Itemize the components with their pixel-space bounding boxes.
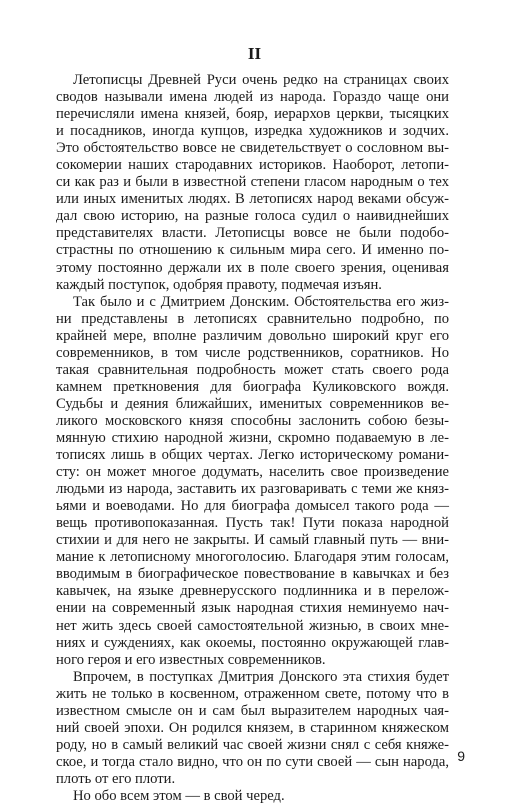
text-line: мание к летописному многоголосию. Благодаря этим голосам, bbox=[56, 549, 449, 566]
text-line: Судьбы и деяния ближайших, именитых современников ве- bbox=[56, 395, 449, 412]
paragraph bbox=[56, 72, 449, 294]
text-line: Так было и с Дмитрием Донским. Обстоятельства его жиз- bbox=[73, 293, 449, 310]
text-line: сту: он может многое додумать, населить свое произведение bbox=[56, 464, 449, 481]
text-line: и посадников, иногда купцов, изредка художников и зодчих. bbox=[56, 123, 449, 140]
text-line: Это обстоятельство вовсе не свидетельствует о сословном вы- bbox=[56, 140, 449, 157]
text-line: людьми из народа, заставить их разговаривать с теми же княз- bbox=[56, 481, 449, 498]
text-line: Но обо всем этом — в свой черед. bbox=[73, 787, 285, 804]
text-line: ьями и воеводами. Но для биографа домысел такого рода — bbox=[56, 498, 449, 515]
text-line: ликого московского князя способны заслонить собою безы- bbox=[56, 412, 449, 429]
paragraph bbox=[56, 294, 449, 669]
text-line: роду, но в самый великий час своей жизни снял с себя княже- bbox=[56, 736, 449, 753]
text-line: каждый поступок, одобряя правоту, подмечая изъян. bbox=[56, 276, 382, 293]
text-line: мянную стихию народной жизни, скромно подаваемую в ле- bbox=[56, 429, 449, 446]
text-line: камнем преткновения для биографа Куликовского вождя. bbox=[56, 378, 449, 395]
text-line: ении на современный язык народная стихия неминуемо нач- bbox=[56, 600, 449, 617]
text-line: перечисляли имена князей, бояр, иерархов церкви, тысяцких bbox=[56, 106, 449, 123]
text-line: такая сравнительная подробность может стать своего рода bbox=[56, 361, 449, 378]
text-line: или иных именитых людях. В летописях народ веками обсуж- bbox=[56, 191, 449, 208]
paragraph bbox=[56, 669, 449, 788]
text-line: плоть от его плоти. bbox=[56, 770, 176, 787]
text-line: ного героя и его известных современников. bbox=[56, 651, 326, 668]
text-line: ское, и тогда стало видно, что он по сути своей — сын народа, bbox=[56, 753, 449, 770]
text-line: этому постоянно держали их в поле своего зрения, оценивая bbox=[56, 259, 449, 276]
text-line: известном смысле он и сам был выразителем народных чая- bbox=[56, 702, 449, 719]
text-line: си как раз и были в известной степени гласом народным о тех bbox=[56, 174, 449, 191]
text-line: нет жить здесь своей самостоятельной жизнью, в своих мне- bbox=[56, 617, 449, 634]
text-line: страстны по отношению к сильным мира сего. И именно по- bbox=[56, 242, 449, 259]
text-line: ний своей эпохи. Он родился князем, в старинном княжеском bbox=[56, 719, 449, 736]
text-line: ниях и суждениях, как окоемы, постоянно окружающей глав- bbox=[56, 634, 449, 651]
text-line: современников, в том числе родственников, соратников. Но bbox=[56, 344, 449, 361]
text-line: Летописцы Древней Руси очень редко на страницах своих bbox=[73, 72, 449, 88]
text-line: вещь противопоказанная. Пусть так! Пути показа народной bbox=[56, 515, 449, 532]
text-line: вводимым в биографическое повествование в кавычках и без bbox=[56, 566, 449, 583]
chapter-heading: II bbox=[247, 44, 262, 63]
text-line: представителях власти. Летописцы вовсе не были подобо- bbox=[56, 225, 449, 242]
text-line: сокомерии наших стародавних историков. Наоборот, летопи- bbox=[56, 157, 449, 174]
text-line: стихии и для него не закрыты. И самый главный путь — вни- bbox=[56, 532, 449, 549]
text-line: жить не только в косвенном, отраженном свете, потому что в bbox=[56, 685, 449, 702]
text-line: кавычек, на языке древнерусского подлинника и в перелож- bbox=[56, 583, 449, 600]
text-line: дал свою историю, на разные голоса судил о наивиднейших bbox=[56, 208, 449, 225]
page-number: 9 bbox=[457, 748, 465, 764]
text-line: ни представлены в летописях сравнительно подробно, по bbox=[56, 310, 449, 327]
text-line: крайней мере, вполне различим довольно широкий круг его bbox=[56, 327, 449, 344]
paragraph bbox=[56, 788, 449, 805]
text-line: Впрочем, в поступках Дмитрия Донского эта стихия будет bbox=[73, 668, 449, 685]
body-text bbox=[56, 72, 449, 805]
text-line: тописях лишь в общих чертах. Легко историческому романи- bbox=[56, 447, 449, 464]
text-line: сводов называли имена людей из народа. Гораздо чаще они bbox=[56, 89, 449, 106]
